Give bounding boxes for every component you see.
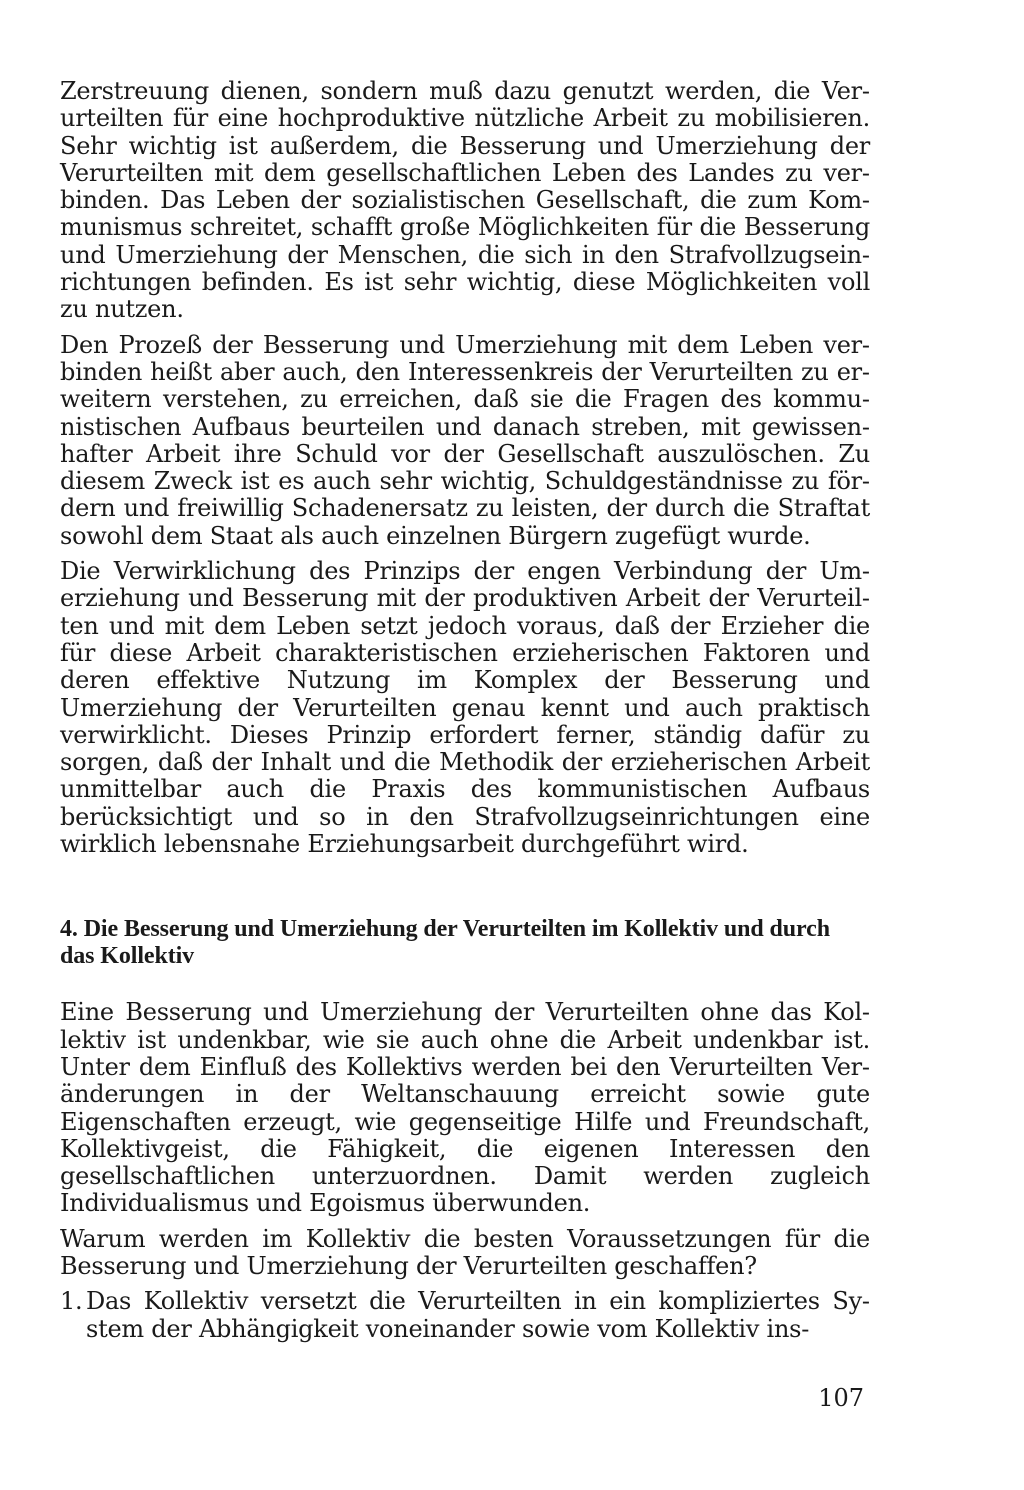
section-heading: 4. Die Besserung und Umerziehung der Verurteilten im Kollektiv und durch das Kollektiv bbox=[60, 916, 830, 970]
list-item bbox=[60, 1288, 870, 1343]
page-number: 107 bbox=[818, 1384, 864, 1412]
paragraph-4: Eine Besserung und Umerziehung der Verurteilten ohne das Kollektiv ist undenkbar, wie sie auch ohne die Arbeit undenkbar ist. Unter dem Einfluß des Kollektivs werden bei den Verurteilten Veränderungen in der Weltanschauung erreicht sowie gute Eigenschaften erzeugt, wie gegenseitige Hilfe und Freundschaft, Kollektivgeist, die Fähigkeit, die eigenen Interessen den gesellschaftlichen unterzuordnen. Damit werden zugleich Individualismus und Egoismus überwunden. bbox=[60, 998, 870, 1218]
paragraph-2: Den Prozeß der Besserung und Umerziehung mit dem Leben verbinden heißt aber auch, den Interessenkreis der Verurteilten zu erweitern verstehen, zu erreichen, daß sie die Fragen des kommunistischen Aufbaus beurteilen und danach streben, mit gewissenhafter Arbeit ihre Schuld vor der Gesellschaft auszulöschen. Zu diesem Zweck ist es auch sehr wichtig, Schuldgeständnisse zu fördern und freiwillig Schadenersatz zu leisten, der durch die Straftat sowohl dem Staat als auch einzelnen Bürgern zugefügt wurde. bbox=[60, 330, 870, 550]
page-content bbox=[60, 78, 870, 1343]
list-item-text: Das Kollektiv versetzt die Verurteilten in ein kompliziertes System der Abhängigkeit voneinander sowie vom Kollektiv ins- bbox=[86, 1287, 870, 1343]
paragraph-3: Die Verwirklichung des Prinzips der engen Verbindung der Umerziehung und Besserung mit der produktiven Arbeit der Verurteilten und mit dem Leben setzt jedoch voraus, daß der Erzieher die für diese Arbeit charakteristischen erzieherischen Faktoren und deren effektive Nutzung im Komplex der Besserung und Umerziehung der Verurteilten genau kennt und auch praktisch verwirklicht. Dieses Prinzip erfordert ferner, ständig dafür zu sorgen, daß der Inhalt und die Methodik der erzieherischen Arbeit unmittelbar auch die Praxis des kommunistischen Aufbaus berücksichtigt und so in den Strafvollzugseinrichtungen eine wirklich lebensnahe Erziehungsarbeit durchgeführt wird. bbox=[60, 557, 870, 859]
list-item-number: 1. bbox=[60, 1287, 83, 1316]
paragraph-5: Warum werden im Kollektiv die besten Voraussetzungen für die Besserung und Umerziehung der Verurteilten geschaffen? bbox=[60, 1224, 870, 1280]
paragraph-1: Zerstreuung dienen, sondern muß dazu genutzt werden, die Verurteilten für eine hochproduktive nützliche Arbeit zu mobilisieren. Sehr wichtig ist außerdem, die Besserung und Umerziehung der Verurteilten mit dem gesellschaftlichen Leben des Landes zu verbinden. Das Leben der sozialistischen Gesellschaft, die zum Kommunismus schreitet, schafft große Möglichkeiten für die Besserung und Umerziehung der Menschen, die sich in den Strafvollzugseinrichtungen befinden. Es ist sehr wichtig, diese Möglichkeiten voll zu nutzen. bbox=[60, 77, 870, 324]
